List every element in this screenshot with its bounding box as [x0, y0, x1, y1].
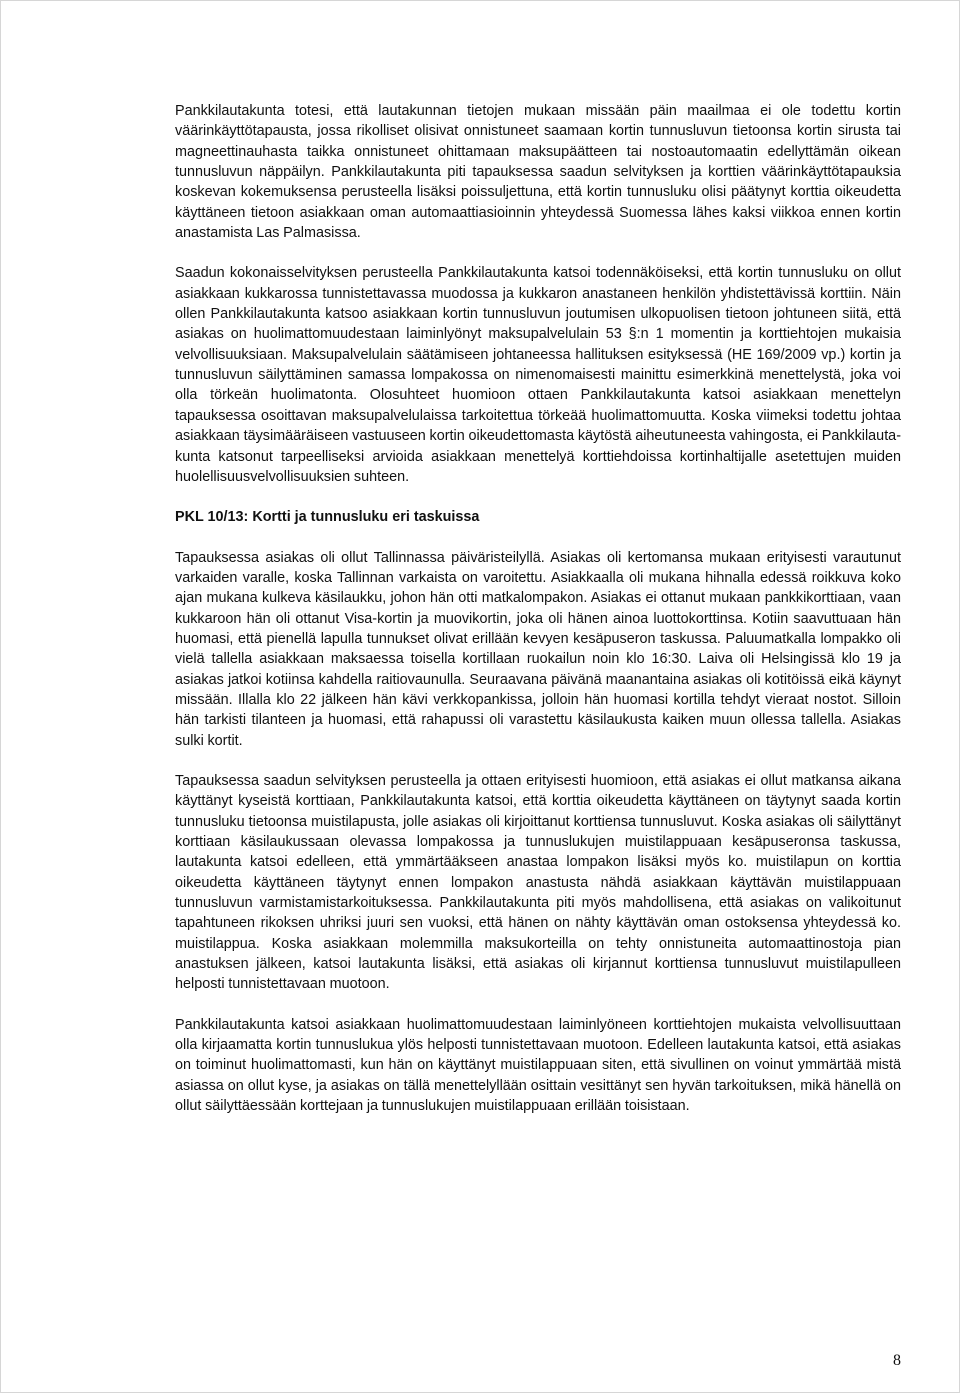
paragraph-1: Pankkilautakunta totesi, että lautakunnan tietojen mukaan missään päin maailmaa ei ole todettu kortin väärinkäyttötapausta, jossa rikolliset olisivat onnistuneet saamaan kortin tunnusluvun tietoonsa kortin sirusta tai magneettinauhasta taikka onnistuneet ohittamaan maksupäätteen tai nostoautomaatin edellyttämän oikean tunnusluvun näppäilyn. Pankkilautakunta piti tapauksessa saadun selvityksen ja korttien väärinkäyttötapauksia koskevan kokemuksensa perusteella lisäksi poissuljettuna, että kortin tunnusluku olisi päätynyt korttia oikeudetta käyttäneen tietoon asiakkaan oman automaattiasioinnin yhteydessä Suomessa lähes kaksi viikkoa ennen kortin anastamista Las Palmasissa. [175, 103, 901, 242]
document-body [175, 101, 901, 1136]
page-number: 8 [893, 1352, 901, 1369]
section-heading: PKL 10/13: Kortti ja tunnusluku eri taskuissa [175, 509, 480, 526]
paragraph-3: Tapauksessa asiakas oli ollut Tallinnassa päiväristeilyllä. Asiakas oli kertomansa mukaan erityisesti varautunut varkaiden varalle, koska Tallinnan varkaista on varoitettu. Asiakkaalla oli mukana hihnalla edessä roikkuva koko ajan mukana kulkeva käsilaukku, johon hän otti matkalompakon. Asiakas ei ottanut mukaan pankkikorttiaan, vaan kukkaroon hän oli ottanut Visa-kortin ja muovikortin, joka oli hänen ainoa luottokorttinsa. Kotiin saavuttuaan hän huomasi, että pienellä lapulla tunnukset olivat erillään kevyen kesäpuseron taskussa. Paluumatkalla lompakko oli vielä tallella asiakkaan maksaessa toisella kortillaan ruokailun noin klo 16:30. Laiva oli Helsingissä klo 19 ja asiakas jatkoi kotiinsa kahdella raitiovaunulla. Seuraavana päivänä maanantaina asiakas oli kotitöissä eikä käynyt missään. Illalla klo 22 jälkeen hän kävi verkkopankissa, jolloin hän huomasi kortilla tehdyt vieraat nostot. Silloin hän tarkisti tilanteen ja huomasi, että rahapussi oli varastettu käsilaukusta kaiken muun ollessa tallella. Asiakas sulki kortit. [175, 549, 901, 749]
paragraph-2: Saadun kokonaisselvityksen perusteella Pankkilautakunta katsoi todennäköiseksi, että kortin tunnusluku on ollut asiakkaan kukkarossa tunnistettavassa muodossa ja kukkaron anastaneen henkilön yhdistettävissä korttiin. Näin ollen Pankkilautakunta katsoo asiakkaan kortin tunnusluvun joutumisen ulkopuolisen tietoon johtuneen siitä, että asiakas on huolimattomuudestaan laiminlyönyt maksupalvelulain 53 §:n 1 momentin ja korttiehtojen mukaisia velvollisuuksiaan. Maksupalvelulain säätämiseen johtaneessa hallituksen esityksessä (HE 169/2009 vp.) kortin ja tunnusluvun säilyttäminen samassa lompakossa on nimenomaisesti mainittu esimerkkinä menettelystä, joka voi olla törkeän huolimatonta. Olosuhteet huomioon ottaen Pankkilautakunta katsoi asiakkaan menettelyn tapauksessa osoittavan maksupalvelulaissa tarkoitettua törkeää huolimattomuutta. Koska viimeksi todettu johtaa asiakkaan täysimääräiseen vastuuseen kortin oikeudettomasta käytöstä aiheutuneesta vahingosta, ei Pankkilautakunta katsonut tarpeelliseksi arvioida asiakkaan menettelyä korttiehdoissa kortinhaltijalle asetettujen muiden huolellisuusvelvollisuuksien suhteen. [175, 265, 901, 485]
paragraph-4: Tapauksessa saadun selvityksen perusteella ja ottaen erityisesti huomioon, että asiakas ei ollut matkansa aikana käyttänyt kyseistä korttiaan, Pankkilautakunta katsoi, että korttia oikeudetta käyttäneen on täytynyt saada kortin tunnusluku tietoonsa muistilapusta, jolle asiakas oli kirjoittanut korttiensa tunnusluvut. Koska asiakas oli säilyttänyt korttiaan käsilaukussaan olevassa lompakossa ja tunnuslukujen muistilappuaan kesäpuseronsa taskussa, lautakunta katsoi edelleen, että ymmärtääkseen anastaa lompakon lisäksi myös ko. muistilapun on korttia oikeudetta käyttäneen täytynyt ennen lompakon anastusta nähdä asiakkaan käyttävän muistilappuaan tunnusluvun varmistamistarkoituksessa. Pankkilautakunta piti myös mahdollisena, että asiakas on valikoitunut tapahtuneen rikoksen uhriksi juuri sen vuoksi, että hänen on nähty käyttävän oman ostoksensa yhteydessä ko. muistilappua. Koska asiakkaan molemmilla maksukorteilla on tehty onnistuneita automaattinostoja pian anastuksen jälkeen, katsoi lautakunta lisäksi, että asiakas oli kirjannut korttiensa tunnusluvut muistilapulleen helposti tunnistettavaan muotoon. [175, 772, 901, 993]
paragraph-5: Pankkilautakunta katsoi asiakkaan huolimattomuudestaan laiminlyöneen korttiehtojen mukaista velvollisuuttaan olla kirjaamatta kortin tunnuslukua ylös helposti tunnistettavaan muotoon. Edelleen lautakunta katsoi, että asiakas on toiminut huolimattomasti, kun hän on käyttänyt muistilappuaan siten, että sivullinen on voinut ymmärtää mistä asiassa on ollut kyse, ja asiakas on tällä menettelyllään osittain vesittänyt sen hyvän tarkoituksen, mikä hänellä on ollut säilyttäessään korttejaan ja tunnuslukujen muistilappuaan erillään toisistaan. [175, 1016, 901, 1115]
